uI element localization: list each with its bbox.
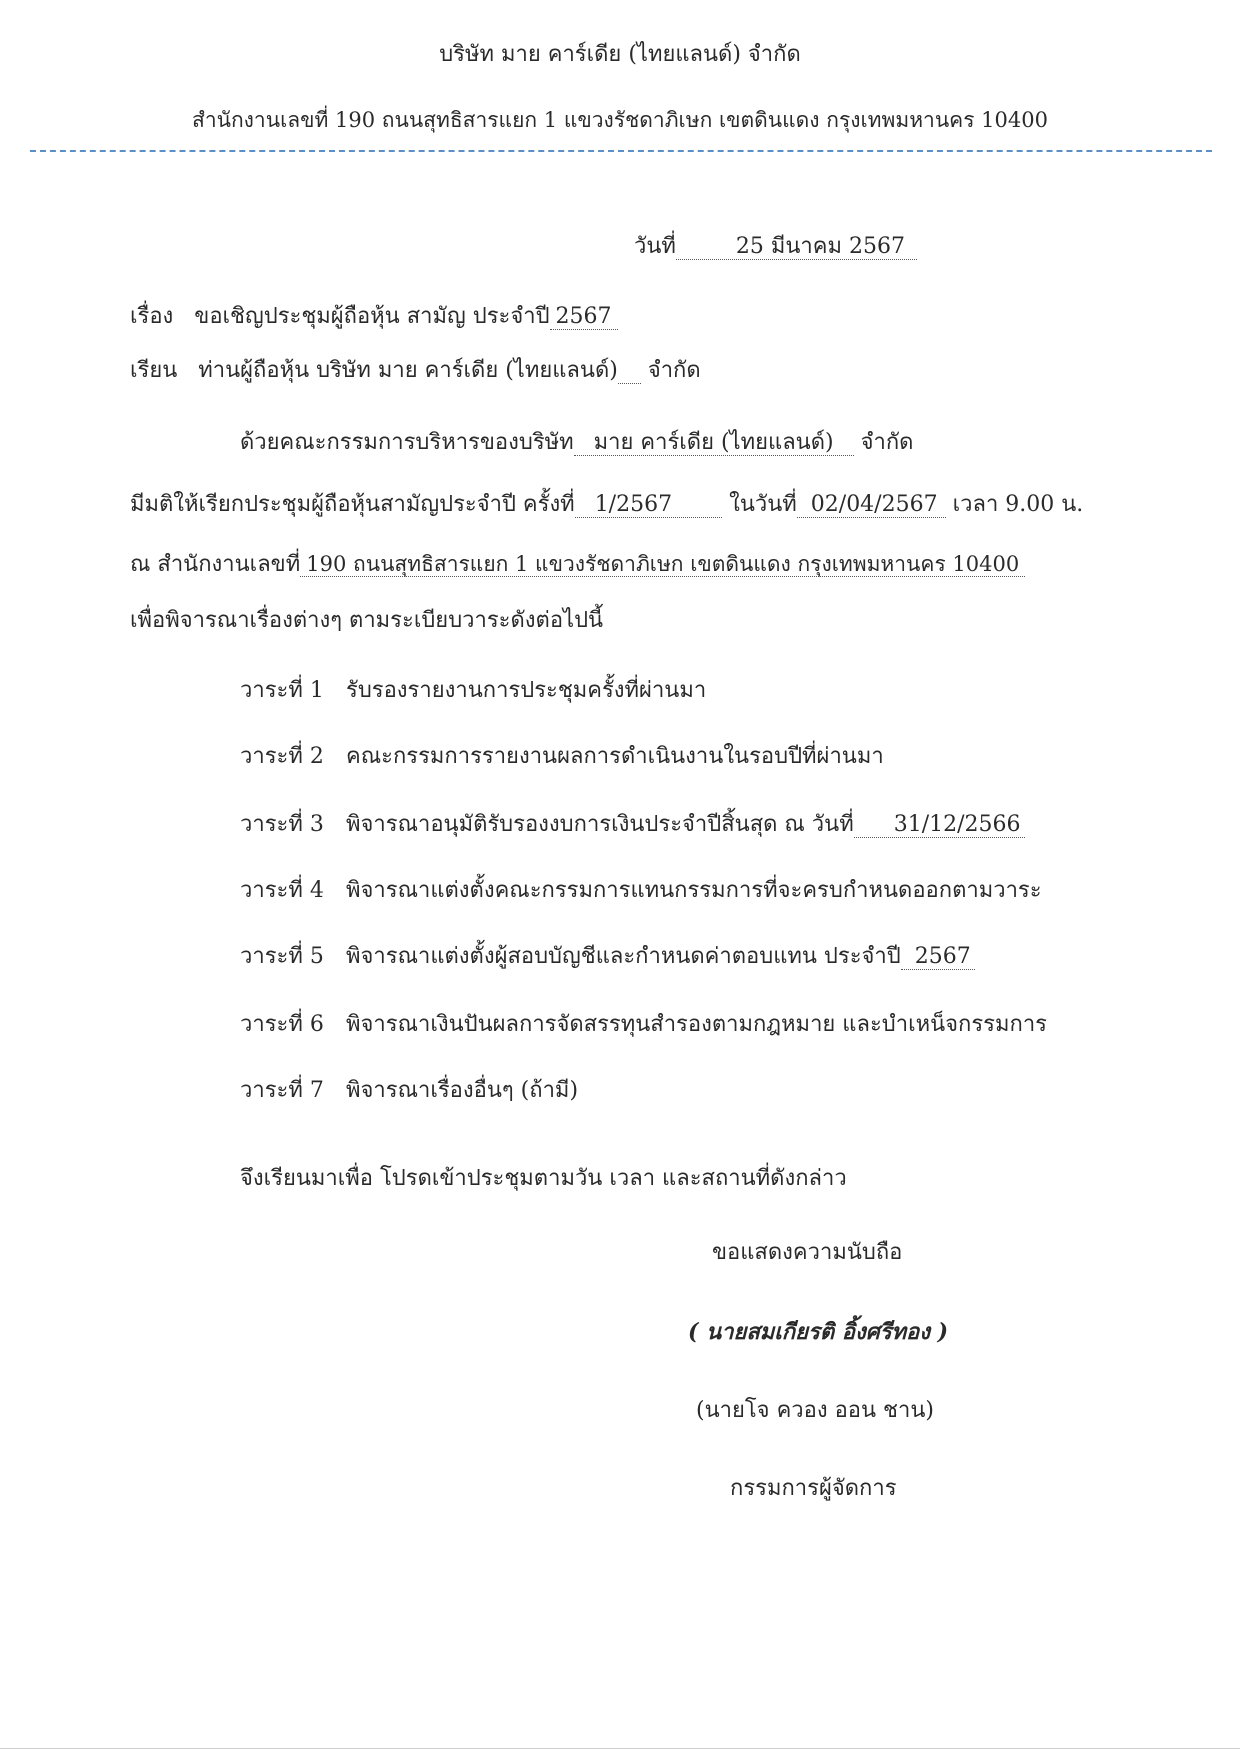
page-bottom-edge xyxy=(0,1748,1240,1749)
agenda-text: พิจารณาแต่งตั้งผู้สอบบัญชีและกำหนดค่าตอบแทน ประจำปี xyxy=(346,944,901,969)
header-separator xyxy=(30,150,1212,152)
agenda-item-4 xyxy=(240,872,1042,907)
meeting-time: เวลา 9.00 น. xyxy=(952,492,1084,517)
signer-name: (นายโจ ควอง ออน ชาน) xyxy=(696,1398,934,1423)
agenda-text: พิจารณาเงินปันผลการจัดสรรทุนสำรองตามกฎหมาย และบำเหน็จกรรมการ xyxy=(346,1012,1047,1037)
body-company: มาย คาร์เดีย (ไทยแลนด์) xyxy=(574,431,854,456)
subject-text: ขอเชิญประชุมผู้ถือหุ้น สามัญ ประจำปี xyxy=(194,304,550,329)
meeting-date: 02/04/2567 xyxy=(797,493,946,518)
agenda-text: คณะกรรมการรายงานผลการดำเนินงานในรอบปีที่ผ่านมา xyxy=(346,744,884,769)
agenda-number: วาระที่ 6 xyxy=(240,1012,324,1037)
body-intro: ด้วยคณะกรรมการบริหารของบริษัท xyxy=(240,430,574,455)
agenda-text: รับรองรายงานการประชุมครั้งที่ผ่านมา xyxy=(346,678,707,703)
body-line-1 xyxy=(240,424,913,459)
agenda-text: พิจารณาอนุมัติรับรองงบการเงินประจำปีสิ้นสุด ณ วันที่ xyxy=(346,812,854,837)
body-line-2 xyxy=(130,486,1083,521)
date-label: วันที่ xyxy=(634,234,676,259)
recipient-line xyxy=(130,352,701,387)
subject-label: เรื่อง xyxy=(130,304,174,329)
date-value: 25 มีนาคม 2567 xyxy=(676,235,917,260)
closing-invitation: จึงเรียนมาเพื่อ โปรดเข้าประชุมตามวัน เวลา และสถานที่ดังกล่าว xyxy=(240,1166,847,1191)
subject-line xyxy=(130,298,618,333)
body-company-suffix: จำกัด xyxy=(860,430,914,455)
agenda-item-7 xyxy=(240,1072,578,1107)
meeting-intro: มีมติให้เรียกประชุมผู้ถือหุ้นสามัญประจำปี ครั้งที่ xyxy=(130,492,575,517)
agenda-number: วาระที่ 7 xyxy=(240,1078,324,1103)
agenda-intro: เพื่อพิจารณาเรื่องต่างๆ ตามระเบียบวาระดังต่อไปนี้ xyxy=(130,608,604,633)
meeting-number: 1/2567 xyxy=(575,493,722,518)
date-line xyxy=(634,228,917,263)
agenda-text: พิจารณาเรื่องอื่นๆ (ถ้ามี) xyxy=(346,1078,579,1103)
agenda-item-1 xyxy=(240,672,706,707)
agenda-item-2 xyxy=(240,738,884,773)
signature-name: ( นายสมเกียรติ อิ้งศรีทอง ) xyxy=(688,1319,949,1345)
meeting-place-label: ณ สำนักงานเลขที่ xyxy=(130,552,301,577)
recipient-text: ท่านผู้ถือหุ้น บริษัท มาย คาร์เดีย (ไทยแลนด์) xyxy=(198,358,618,383)
agenda-fill: 2567 xyxy=(901,945,975,970)
recipient-suffix: จำกัด xyxy=(647,358,701,383)
signer-position: กรรมการผู้จัดการ xyxy=(730,1476,897,1501)
agenda-number: วาระที่ 2 xyxy=(240,744,324,769)
subject-year: 2567 xyxy=(550,305,618,330)
agenda-item-6 xyxy=(240,1006,1047,1041)
body-line-3 xyxy=(130,546,1025,581)
office-address: สำนักงานเลขที่ 190 ถนนสุทธิสารแยก 1 แขวงรัชดาภิเษก เขตดินแดง กรุงเทพมหานคร 10400 xyxy=(192,108,1048,132)
recipient-label: เรียน xyxy=(130,358,178,383)
agenda-number: วาระที่ 1 xyxy=(240,678,324,703)
closing-regards: ขอแสดงความนับถือ xyxy=(712,1240,903,1265)
agenda-item-3 xyxy=(240,806,1025,841)
meeting-date-label: ในวันที่ xyxy=(729,492,797,517)
meeting-place: 190 ถนนสุทธิสารแยก 1 แขวงรัชดาภิเษก เขตดินแดง กรุงเทพมหานคร 10400 xyxy=(300,553,1025,577)
agenda-number: วาระที่ 4 xyxy=(240,878,324,903)
agenda-number: วาระที่ 3 xyxy=(240,812,324,837)
agenda-number: วาระที่ 5 xyxy=(240,944,324,969)
agenda-fill: 31/12/2566 xyxy=(854,813,1025,838)
agenda-text: พิจารณาแต่งตั้งคณะกรรมการแทนกรรมการที่จะครบกำหนดออกตามวาระ xyxy=(346,878,1042,903)
company-name: บริษัท มาย คาร์เดีย (ไทยแลนด์) จำกัด xyxy=(439,42,801,67)
agenda-item-5 xyxy=(240,938,975,973)
